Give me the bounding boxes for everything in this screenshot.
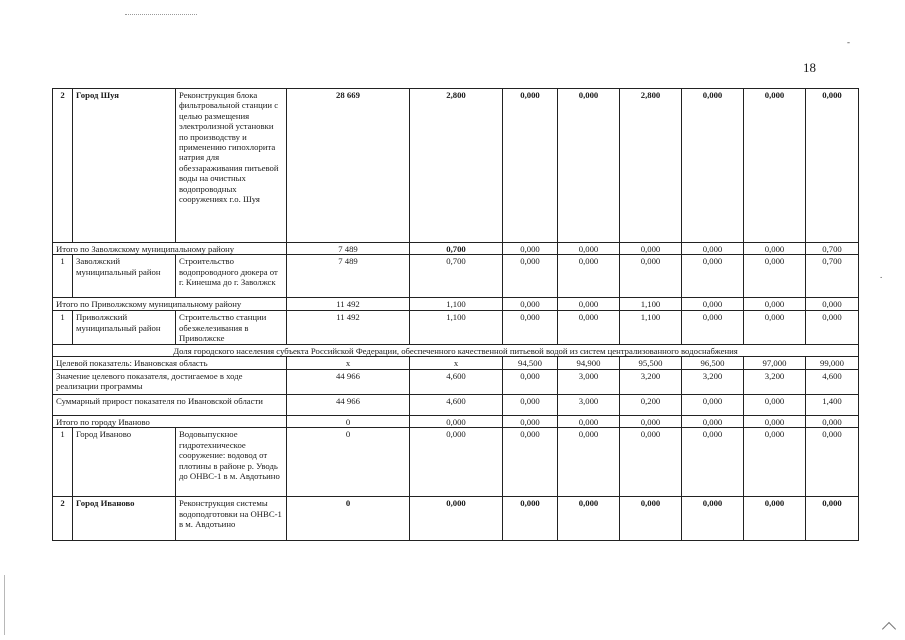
value-cell: 0,000: [558, 428, 620, 497]
project-description: Строительство станции обезжелезивания в Приволжске: [176, 311, 287, 344]
project-description: Водовыпускное гидротехническое сооружение: водовод от плотины в районе р. Уводь до ОНВС-1 в м. Авдотьино: [176, 428, 287, 497]
value-cell: 0,000: [682, 311, 744, 344]
value-cell: 4,600: [410, 370, 503, 395]
value-cell: 0,000: [682, 255, 744, 298]
total-label: Целевой показатель: Ивановская область: [53, 357, 287, 370]
table-row: [53, 428, 859, 497]
value-cell: 1,100: [620, 311, 682, 344]
table-row: [53, 497, 859, 541]
value-cell: x: [410, 357, 503, 370]
value-cell: 0: [287, 428, 410, 497]
value-cell: 4,600: [806, 370, 859, 395]
value-cell: 0,000: [620, 255, 682, 298]
scan-edge-line: [4, 575, 5, 635]
row-number: 2: [53, 89, 73, 243]
total-label: Значение целевого показателя, достигаемое в ходе реализации программы: [53, 370, 287, 395]
value-cell: 0,000: [410, 428, 503, 497]
value-cell: 1,100: [620, 298, 682, 311]
margin-dash: -: [847, 37, 850, 47]
value-cell: 0,000: [503, 311, 558, 344]
value-cell: 0,000: [744, 298, 806, 311]
value-cell: 0,000: [558, 255, 620, 298]
municipality-name: Заволжский муниципальный район: [73, 255, 176, 298]
table-row: [53, 89, 859, 243]
value-cell: 0,000: [503, 395, 558, 416]
value-cell: 0,000: [744, 255, 806, 298]
value-cell: 11 492: [287, 311, 410, 344]
total-label: Итого по Приволжскому муниципальному району: [53, 298, 287, 311]
value-cell: 44 966: [287, 370, 410, 395]
value-cell: 0,000: [682, 416, 744, 428]
project-description: Строительство водопроводного дюкера от г. Кинешма до г. Заволжск: [176, 255, 287, 298]
value-cell: 0,000: [806, 298, 859, 311]
value-cell: 1,400: [806, 395, 859, 416]
value-cell: 0,000: [744, 497, 806, 541]
value-cell: 2,800: [410, 89, 503, 243]
value-cell: 1,100: [410, 298, 503, 311]
value-cell: 94,500: [503, 357, 558, 370]
table-row: [53, 255, 859, 298]
row-number: 1: [53, 311, 73, 344]
value-cell: 0,000: [503, 497, 558, 541]
value-cell: 0,000: [806, 428, 859, 497]
value-cell: 0,000: [503, 370, 558, 395]
value-cell: 0,000: [503, 255, 558, 298]
value-cell: 28 669: [287, 89, 410, 243]
value-cell: 0,000: [682, 428, 744, 497]
value-cell: 0,000: [744, 428, 806, 497]
value-cell: 0,000: [558, 89, 620, 243]
value-cell: 0: [287, 497, 410, 541]
value-cell: 3,200: [744, 370, 806, 395]
municipality-name: Приволжский муниципальный район: [73, 311, 176, 344]
value-cell: 11 492: [287, 298, 410, 311]
value-cell: 0,000: [682, 89, 744, 243]
section-heading: Доля городского населения субъекта Российской Федерации, обеспеченного качественной питьевой водой из систем централизованного водоснабжения: [53, 344, 859, 356]
page-number: 18: [803, 60, 816, 75]
value-cell: 0,000: [682, 497, 744, 541]
total-label: Итого по Заволжскому муниципальному району: [53, 243, 287, 255]
value-cell: 3,200: [682, 370, 744, 395]
value-cell: 0,000: [682, 243, 744, 255]
value-cell: 0,700: [806, 255, 859, 298]
value-cell: 44 966: [287, 395, 410, 416]
scan-artifact: [125, 14, 197, 17]
value-cell: 0,000: [558, 311, 620, 344]
value-cell: 0,000: [620, 416, 682, 428]
table-row: [53, 370, 859, 395]
municipality-name: Город Иваново: [73, 497, 176, 541]
value-cell: 0,000: [503, 89, 558, 243]
value-cell: 97,000: [744, 357, 806, 370]
table-row: [53, 416, 859, 428]
value-cell: 1,100: [410, 311, 503, 344]
value-cell: 0,000: [620, 243, 682, 255]
value-cell: 96,500: [682, 357, 744, 370]
municipality-name: Город Иваново: [73, 428, 176, 497]
value-cell: 0,000: [682, 298, 744, 311]
value-cell: 3,000: [558, 370, 620, 395]
value-cell: 0,000: [744, 416, 806, 428]
value-cell: 0,000: [558, 243, 620, 255]
value-cell: 0,000: [620, 497, 682, 541]
value-cell: 0: [287, 416, 410, 428]
row-number: 2: [53, 497, 73, 541]
value-cell: 94,900: [558, 357, 620, 370]
table-row: [53, 395, 859, 416]
value-cell: 0,700: [806, 243, 859, 255]
table-row: [53, 344, 859, 356]
value-cell: 99,000: [806, 357, 859, 370]
value-cell: 0,000: [558, 298, 620, 311]
total-label: Итого по городу Иваново: [53, 416, 287, 428]
value-cell: 0,000: [806, 89, 859, 243]
total-label: Суммарный прирост показателя по Ивановской области: [53, 395, 287, 416]
value-cell: 0,000: [744, 89, 806, 243]
value-cell: 0,000: [744, 243, 806, 255]
project-description: Реконструкция блока фильтровальной станции с целью размещения электролизной установки по производству и применению гипохлорита натрия для обеззараживания питьевой воды на очистных водопроводных сооружениях г.о. Шуя: [176, 89, 287, 243]
value-cell: 2,800: [620, 89, 682, 243]
table-row: [53, 357, 859, 370]
value-cell: 3,200: [620, 370, 682, 395]
margin-dot: .: [880, 270, 883, 280]
value-cell: 0,000: [744, 311, 806, 344]
value-cell: 0,000: [806, 311, 859, 344]
corner-mark: [882, 622, 896, 636]
value-cell: 0,000: [558, 497, 620, 541]
table-row: [53, 243, 859, 255]
value-cell: 0,200: [620, 395, 682, 416]
project-description: Реконструкция системы водоподготовки на ОНВС-1 в м. Авдотьино: [176, 497, 287, 541]
value-cell: 0,000: [410, 416, 503, 428]
table-row: [53, 311, 859, 344]
value-cell: 4,600: [410, 395, 503, 416]
value-cell: 7 489: [287, 255, 410, 298]
value-cell: 0,700: [410, 255, 503, 298]
value-cell: 95,500: [620, 357, 682, 370]
table-row: [53, 298, 859, 311]
value-cell: 0,000: [620, 428, 682, 497]
value-cell: 0,000: [806, 416, 859, 428]
value-cell: 0,000: [410, 497, 503, 541]
value-cell: 0,700: [410, 243, 503, 255]
row-number: 1: [53, 255, 73, 298]
value-cell: 0,000: [682, 395, 744, 416]
value-cell: 0,000: [503, 243, 558, 255]
municipality-name: Город Шуя: [73, 89, 176, 243]
value-cell: 0,000: [558, 416, 620, 428]
value-cell: 0,000: [503, 416, 558, 428]
value-cell: 0,000: [806, 497, 859, 541]
value-cell: 3,000: [558, 395, 620, 416]
value-cell: x: [287, 357, 410, 370]
value-cell: 0,000: [503, 298, 558, 311]
row-number: 1: [53, 428, 73, 497]
value-cell: 0,000: [744, 395, 806, 416]
value-cell: 0,000: [503, 428, 558, 497]
value-cell: 7 489: [287, 243, 410, 255]
investment-table: [52, 88, 859, 541]
